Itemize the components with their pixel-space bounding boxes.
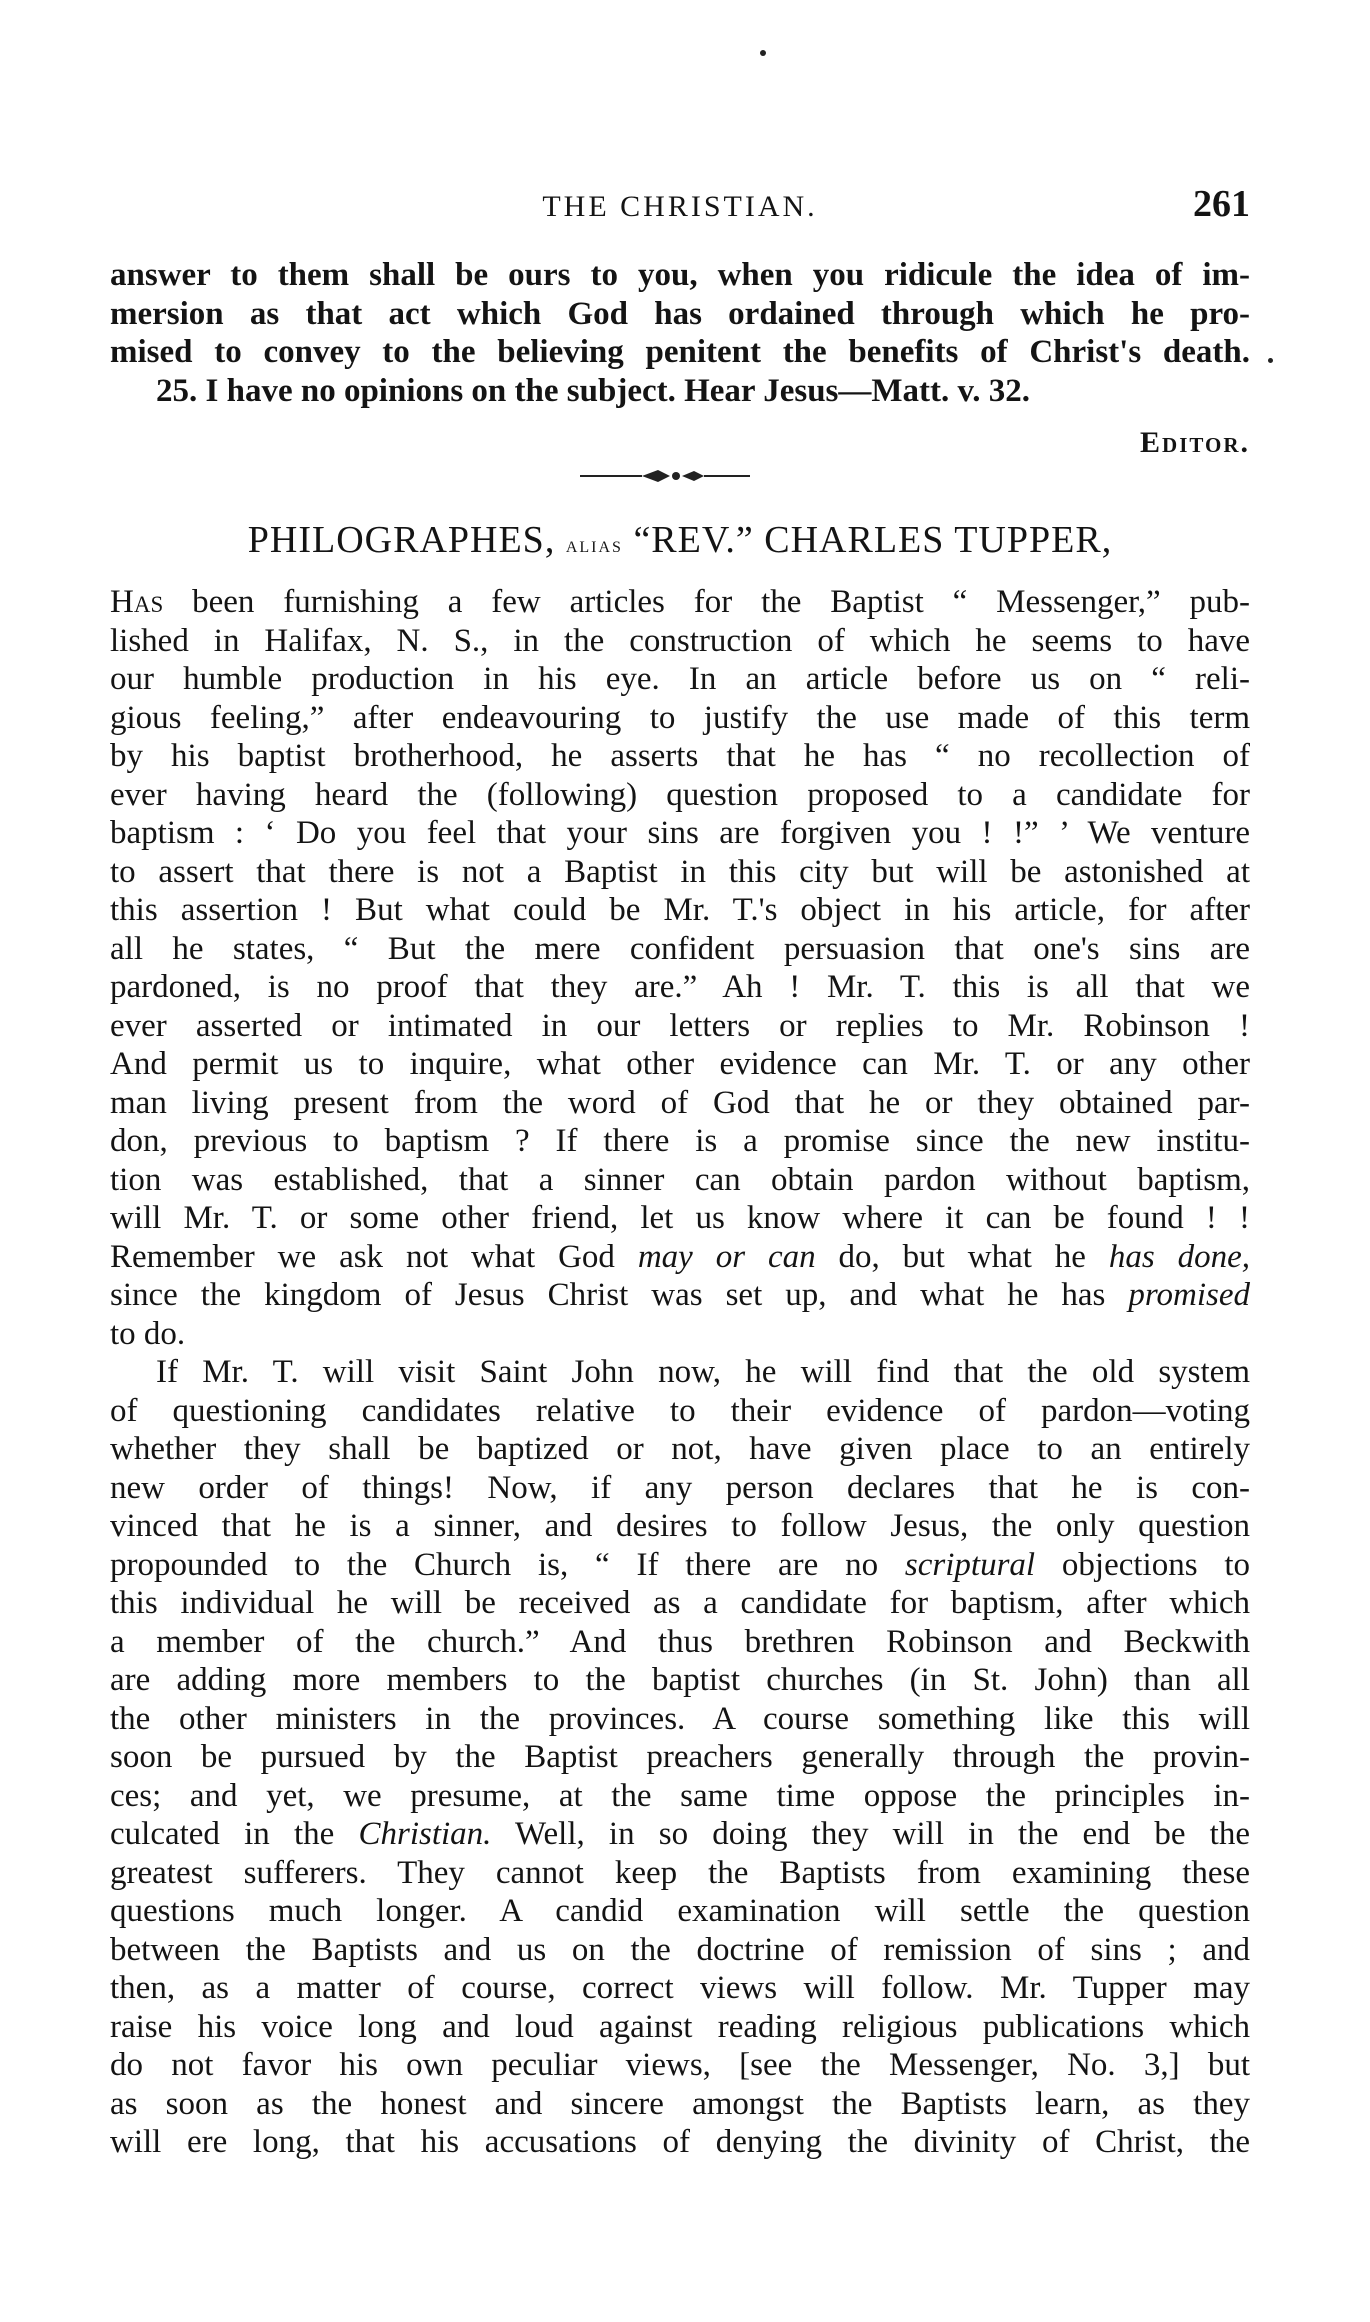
running-head: [110, 183, 1250, 230]
text-line: the other ministers in the provinces. A course something like this will: [110, 1700, 1250, 1737]
text-line: mersion as that act which God has ordained through which he pro-: [110, 295, 1250, 332]
text-line: as soon as the honest and sincere amongst the Baptists learn, as they: [110, 2085, 1250, 2122]
text-line: to do.: [110, 1315, 186, 1352]
text-line: this individual he will be received as a candidate for baptism, after which: [110, 1585, 1250, 1621]
section-divider-ornament: [580, 466, 750, 486]
text-line: this assertion ! But what could be Mr. T.'s object in his article, for after: [110, 892, 1250, 928]
text-line: a member of the church.” And thus brethren Robinson and Beckwith: [110, 1623, 1250, 1660]
text-line: pardoned, is no proof that they are.” Ah ! Mr. T. this is all that we: [110, 969, 1250, 1005]
text-line: our humble production in his eye. In an article before us on “ reli-: [110, 661, 1250, 697]
text-line: all he states, “ But the mere confident persuasion that one's sins are: [110, 930, 1250, 967]
text-line: do not favor his own peculiar views, [see the Messenger, No. 3,] but: [110, 2047, 1250, 2083]
text-line: ever having heard the (following) question proposed to a candidate for: [110, 776, 1250, 813]
text-line: to assert that there is not a Baptist in this city but will be astonished at: [110, 853, 1250, 890]
text-line: man living present from the word of God that he or they obtained par-: [110, 1084, 1250, 1121]
text-line: Remember we ask not what God may or can do, but what he has done,: [110, 1238, 1250, 1275]
text-line: don, previous to baptism ? If there is a promise since the new institu-: [110, 1123, 1250, 1159]
running-title: THE CHRISTIAN.: [542, 190, 818, 223]
text-line: new order of things! Now, if any person declares that he is con-: [110, 1469, 1250, 1506]
text-line: by his baptist brotherhood, he asserts that he has “ no recollection of: [110, 738, 1250, 774]
ink-speck: [760, 50, 766, 56]
text-line: between the Baptists and us on the doctrine of remission of sins ; and: [110, 1931, 1250, 1968]
text-line: since the kingdom of Jesus Christ was set up, and what he has promised: [110, 1277, 1250, 1313]
text-line: ces; and yet, we presume, at the same time oppose the principles in-: [110, 1777, 1250, 1814]
heading-text: PHILOGRAPHES,: [247, 519, 566, 561]
text-line: If Mr. T. will visit Saint John now, he will find that the old system: [156, 1354, 1250, 1390]
text-line: answer to them shall be ours to you, when you ridicule the idea of im-: [110, 257, 1250, 293]
article-heading: [110, 518, 1250, 562]
text-line: baptism : ‘ Do you feel that your sins are forgiven you ! !” ’ We venture: [110, 815, 1250, 851]
text-line: will Mr. T. or some other friend, let us know where it can be found ! !: [110, 1200, 1250, 1236]
text-line: whether they shall be baptized or not, have given place to an entirely: [110, 1431, 1250, 1467]
text-line: Has been furnishing a few articles for the Baptist “ Messenger,” pub-: [110, 584, 1250, 620]
article-body: [110, 583, 1250, 2162]
drop-word: Has: [110, 584, 164, 620]
text-line: lished in Halifax, N. S., in the construction of which he seems to have: [110, 622, 1250, 659]
text-line: mised to convey to the believing penitent the benefits of Christ's death.: [110, 334, 1250, 370]
text-line: vinced that he is a sinner, and desires to follow Jesus, the only question: [110, 1508, 1250, 1544]
intro-passage: [110, 256, 1250, 410]
text-line: culcated in the Christian. Well, in so doing they will in the end be the: [110, 1816, 1250, 1852]
text-line: then, as a matter of course, correct views will follow. Mr. Tupper may: [110, 1970, 1250, 2006]
text-line: And permit us to inquire, what other evidence can Mr. T. or any other: [110, 1046, 1250, 1082]
text-line: questions much longer. A candid examination will settle the question: [110, 1893, 1250, 1929]
text-line: raise his voice long and loud against reading religious publications which: [110, 2008, 1250, 2045]
editor-signature: Editor.: [1140, 426, 1250, 459]
text-line: will ere long, that his accusations of denying the divinity of Christ, the: [110, 2124, 1250, 2160]
page-number: 261: [1193, 183, 1250, 225]
text-line: of questioning candidates relative to their evidence of pardon—voting: [110, 1392, 1250, 1429]
ink-speck: [1268, 358, 1273, 363]
heading-alias: alias: [565, 532, 623, 557]
text-line: ever asserted or intimated in our letters or replies to Mr. Robinson !: [110, 1007, 1250, 1044]
text-line: gious feeling,” after endeavouring to justify the use made of this term: [110, 699, 1250, 736]
text-line: are adding more members to the baptist churches (in St. John) than all: [110, 1662, 1250, 1698]
text-line: 25. I have no opinions on the subject. Hear Jesus—Matt. v. 32.: [156, 372, 1030, 409]
text-line: soon be pursued by the Baptist preachers generally through the provin-: [110, 1739, 1250, 1775]
text-line: propounded to the Church is, “ If there are no scriptural objections to: [110, 1546, 1251, 1583]
text-line: tion was established, that a sinner can obtain pardon without baptism,: [110, 1161, 1250, 1198]
text-line: greatest sufferers. They cannot keep the Baptists from examining these: [110, 1854, 1250, 1891]
heading-text: “REV.” CHARLES TUPPER,: [622, 519, 1113, 561]
